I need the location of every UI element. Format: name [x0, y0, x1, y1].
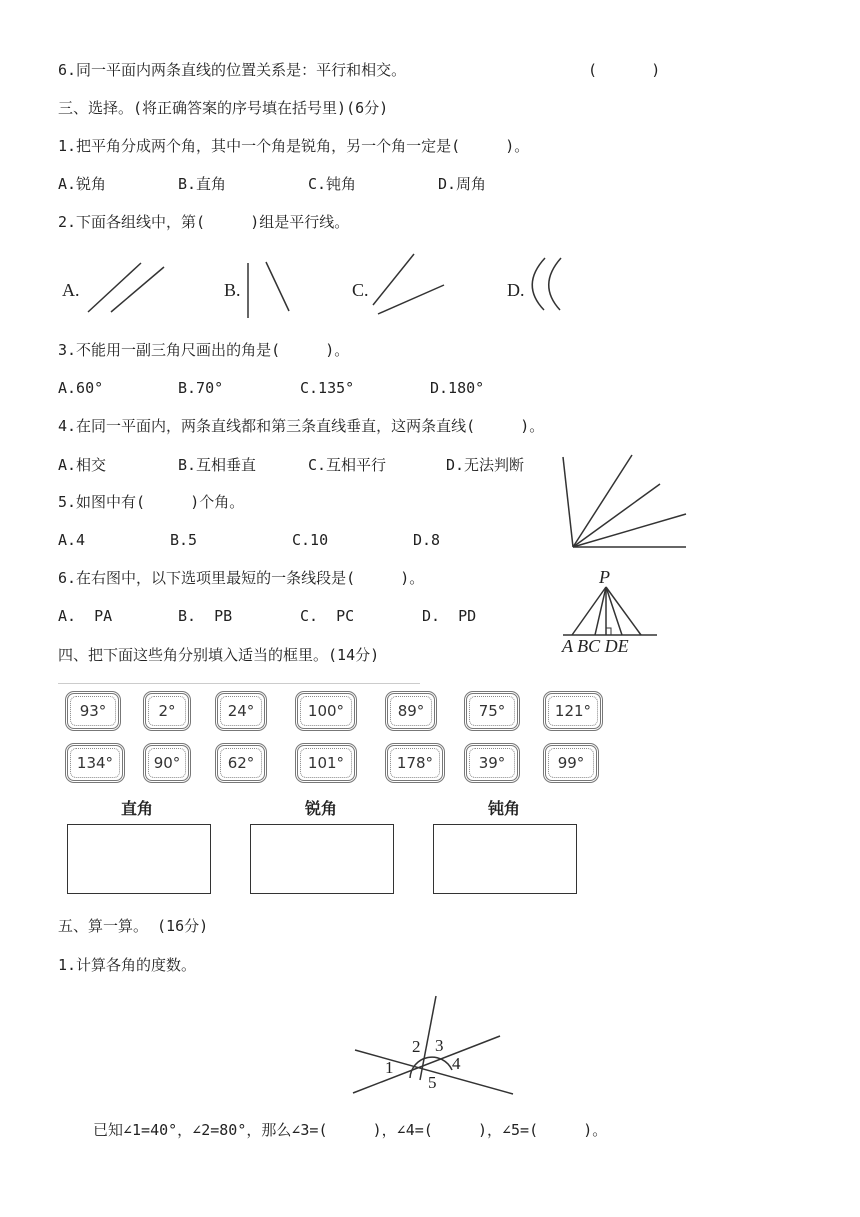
option-c: C. PC — [300, 607, 355, 625]
angle-label-5: 5 — [428, 1073, 437, 1092]
question-1: 1.把平角分成两个角，其中一个角是锐角，另一个角一定是( )。 — [58, 137, 530, 155]
angle-label-3: 3 — [435, 1036, 444, 1055]
category-label-right: 直角 — [121, 799, 154, 818]
angle-seal[interactable]: 89° — [385, 691, 437, 731]
option-a: A. PA — [58, 607, 113, 625]
question-5: 5.如图中有( )个角。 — [58, 493, 245, 511]
angle-seal[interactable]: 2° — [143, 691, 191, 731]
angle-label-2: 2 — [412, 1037, 421, 1056]
option-d: D. PD — [422, 607, 477, 625]
option-c: C.互相平行 — [308, 456, 387, 474]
angle-seal[interactable]: 100° — [295, 691, 357, 731]
option-b: B.5 — [170, 531, 198, 549]
angle-seal[interactable]: 24° — [215, 691, 267, 731]
angle-label-1: 1 — [385, 1058, 394, 1077]
option-c: C.10 — [292, 531, 329, 549]
figure-label-c: C. — [352, 280, 369, 300]
option-d: D.8 — [413, 531, 441, 549]
angle-seal[interactable]: 121° — [543, 691, 603, 731]
option-d: D.无法判断 — [446, 456, 525, 474]
calc-given: 已知∠1=40°，∠2=80°，那么∠3=( )，∠4=( )，∠5=( )。 — [93, 1121, 608, 1139]
line-3 — [420, 996, 436, 1080]
answer-paren[interactable]: ( ) — [588, 61, 661, 79]
option-a: A.4 — [58, 531, 86, 549]
option-a: A.锐角 — [58, 175, 107, 193]
angle-seal[interactable]: 101° — [295, 743, 357, 783]
option-a: A.60° — [58, 379, 104, 397]
option-d: D.周角 — [438, 175, 487, 193]
question-3: 3.不能用一副三角尺画出的角是( )。 — [58, 341, 350, 359]
angle-seal[interactable]: 99° — [543, 743, 599, 783]
category-label-acute: 锐角 — [305, 799, 338, 818]
angle-label-4: 4 — [452, 1054, 461, 1073]
section-title-choose: 三、选择。(将正确答案的序号填在括号里)(6分) — [58, 99, 389, 117]
section-title-classify: 四、把下面这些角分别填入适当的框里。(14分) — [58, 646, 380, 664]
option-b: B.直角 — [178, 175, 227, 193]
option-d: D.180° — [430, 379, 485, 397]
figure-label-d: D. — [507, 280, 525, 300]
option-b: B.70° — [178, 379, 224, 397]
question-6: 6.在右图中，以下选项里最短的一条线段是( )。 — [58, 569, 425, 587]
angle-seal[interactable]: 62° — [215, 743, 267, 783]
figure-label-b: B. — [224, 280, 241, 300]
angle-seal[interactable]: 39° — [464, 743, 520, 783]
angle-seal[interactable]: 90° — [143, 743, 191, 783]
point-p-label: P — [599, 567, 610, 587]
section-title-calc: 五、算一算。 (16分) — [58, 917, 209, 935]
angle-seal[interactable]: 93° — [65, 691, 121, 731]
category-label-obtuse: 钝角 — [488, 799, 521, 818]
question-2: 2.下面各组线中，第( )组是平行线。 — [58, 213, 350, 231]
judge-q6: 6.同一平面内两条直线的位置关系是：平行和相交。 — [58, 61, 407, 79]
figure-label-a: A. — [62, 280, 80, 300]
angle-seal[interactable]: 75° — [464, 691, 520, 731]
option-c: C.钝角 — [308, 175, 357, 193]
option-b: B. PB — [178, 607, 233, 625]
points-label: A BC DE — [562, 636, 629, 656]
option-c: C.135° — [300, 379, 355, 397]
option-b: B.互相垂直 — [178, 456, 257, 474]
angle-seal[interactable]: 134° — [65, 743, 125, 783]
question-4: 4.在同一平面内，两条直线都和第三条直线垂直，这两条直线( )。 — [58, 417, 545, 435]
option-a: A.相交 — [58, 456, 107, 474]
calc-question-1: 1.计算各角的度数。 — [58, 956, 197, 974]
angle-seal[interactable]: 178° — [385, 743, 445, 783]
